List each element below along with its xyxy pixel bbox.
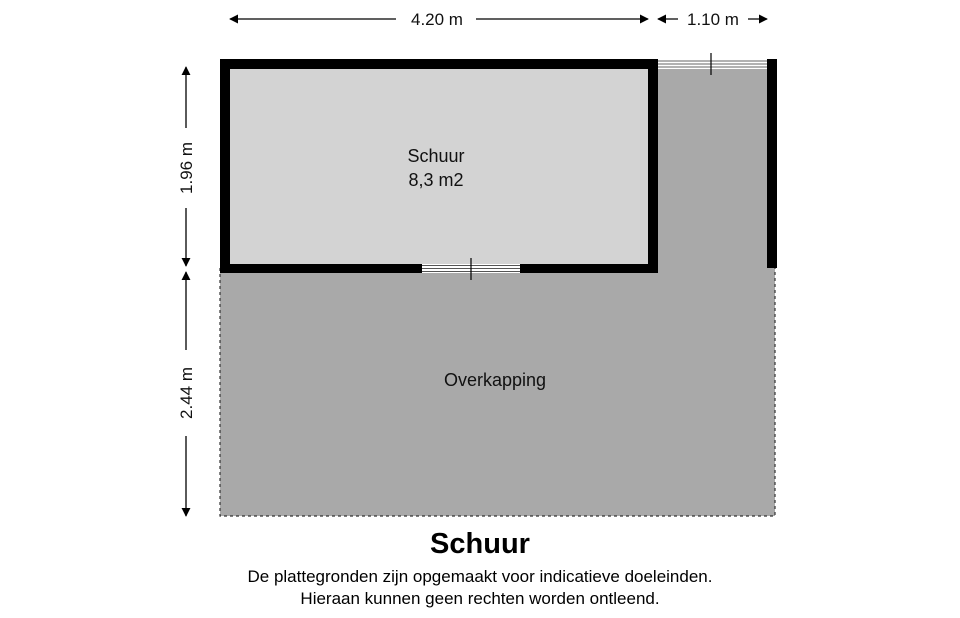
dimension-label-left-lower: 2.44 m <box>177 367 196 419</box>
shed-floor <box>225 64 653 269</box>
dimension-top-width <box>230 10 648 29</box>
dimension-label-top-width: 4.20 m <box>411 10 463 29</box>
dimension-top-extra <box>658 10 767 29</box>
plan-title: Schuur <box>430 528 530 560</box>
dimension-label-left-upper: 1.96 m <box>177 142 196 194</box>
shed-area-label: 8,3 m2 <box>408 170 464 190</box>
shed-name-label: Schuur <box>407 146 465 166</box>
disclaimer-line-1: De plattegronden zijn opgemaakt voor indicatieve doeleinden. <box>247 567 713 586</box>
dimension-left-lower <box>177 272 196 516</box>
dimension-left-upper <box>177 67 196 266</box>
canopy-name-label: Overkapping <box>443 370 547 390</box>
dimension-label-top-extra: 1.10 m <box>687 10 739 29</box>
disclaimer-line-2: Hieraan kunnen geen rechten worden ontleend. <box>300 589 660 608</box>
canopy-side-wall <box>767 59 777 268</box>
